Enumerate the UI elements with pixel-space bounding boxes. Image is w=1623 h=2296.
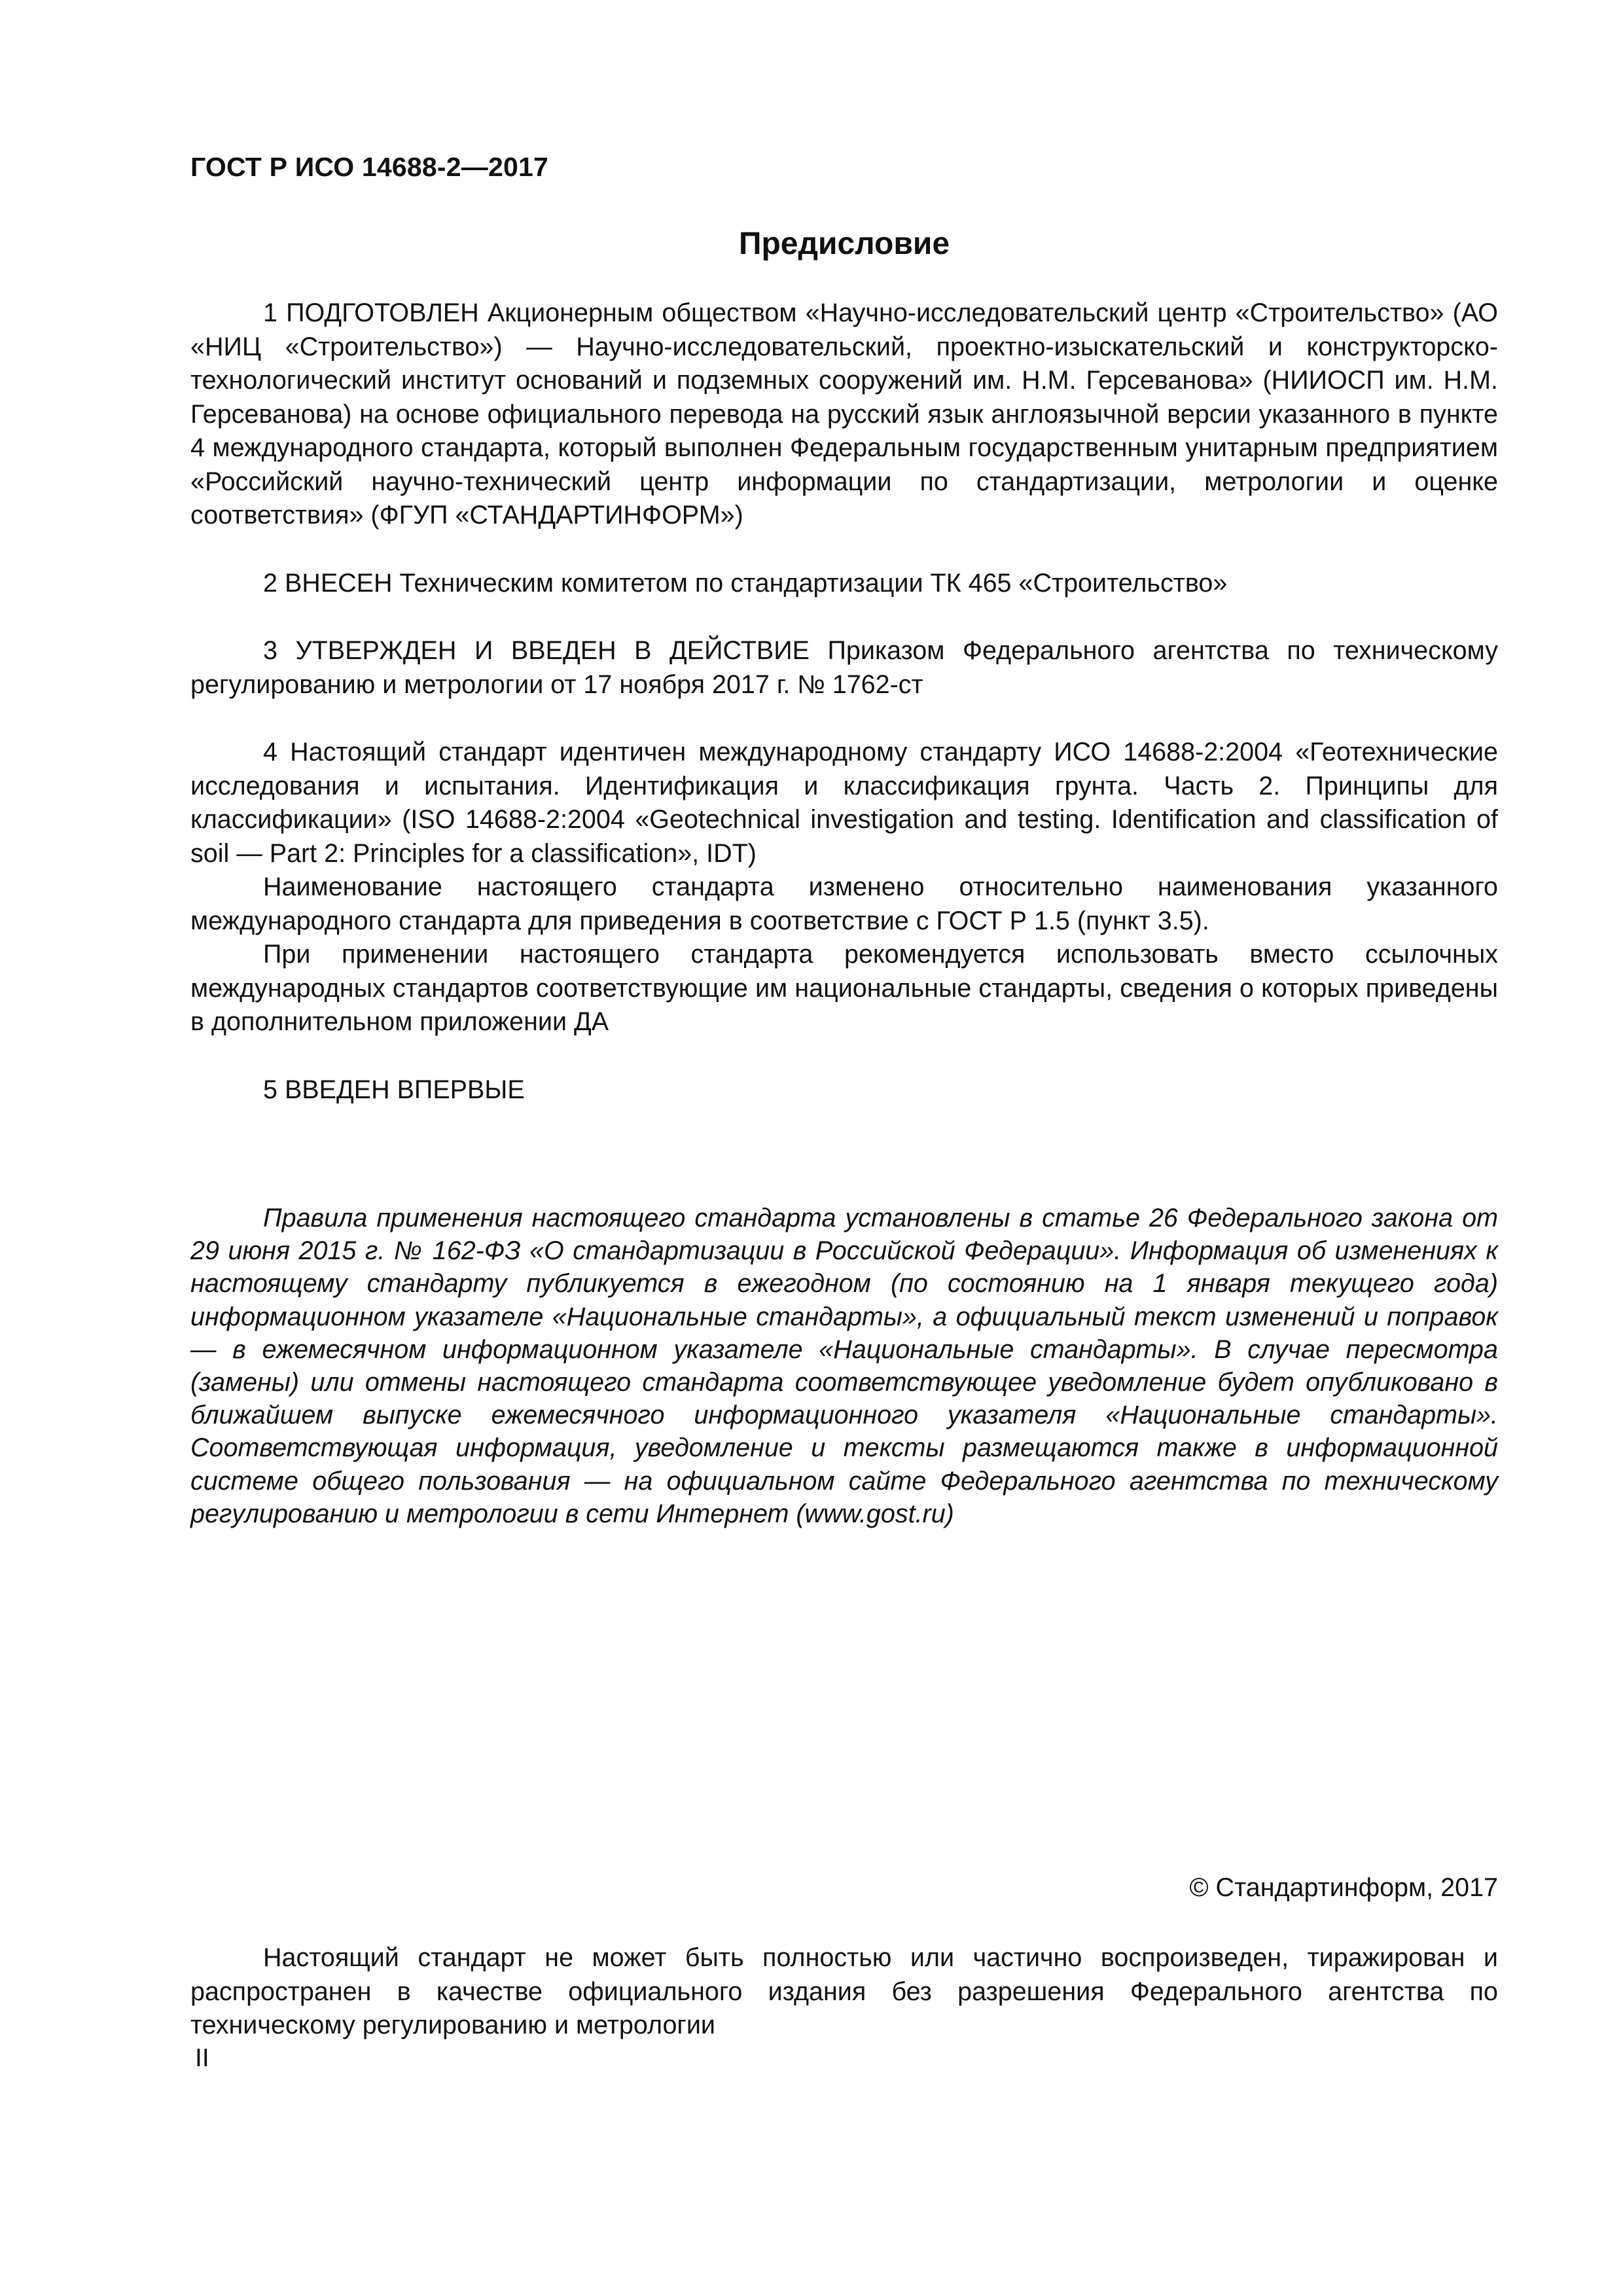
- reproduction-notice: Настоящий стандарт не может быть полностью или частично воспроизведен, тиражирован и распространен в качестве официального издания без разрешения Федерального агентства по техническому регулированию и метрологии: [190, 1943, 1498, 2039]
- foreword-item-1: 1 ПОДГОТОВЛЕН Акционерным обществом «Научно-исследовательский центр «Строительство» (АО «НИЦ «Строительство») — Научно-исследовательский, проектно-изыскательский и конструкторско-технологический институт оснований и подземных сооружений им. Н.М. Герсеванова» (НИИОСП им. Н.М. Герсеванова) на основе официального перевода на русский язык англоязычной версии указанного в пункте 4 международного стандарта, который выполнен Федеральным государственным унитарным предприятием «Российский научно-технический центр информации по стандартизации, метрологии и оценке соответствия» (ФГУП «СТАНДАРТИНФОРМ»): [190, 298, 1498, 529]
- foreword-item-3: 3 УТВЕРЖДЕН И ВВЕДЕН В ДЕЙСТВИЕ Приказом Федерального агентства по техническому регулированию и метрологии от 17 ноября 2017 г. № 1762-ст: [190, 636, 1498, 699]
- page-number: II: [195, 2044, 209, 2072]
- foreword-item-4-title-note: Наименование настоящего стандарта изменено относительно наименования указанного международного стандарта для приведения в соответствие с ГОСТ Р 1.5 (пункт 3.5).: [190, 872, 1498, 935]
- application-rules-notice: Правила применения настоящего стандарта установлены в статье 26 Федерального закона от 29 июня 2015 г. № 162-ФЗ «О стандартизации в Российской Федерации». Информация об изменениях к настоящему стандарту публикуется в ежегодном (по состоянию на 1 января текущего года) информационном указателе «Национальные стандарты», а официальный текст изменений и поправок — в ежемесячном информационном указателе «Национальные стандарты». В случае пересмотра (замены) или отмены настоящего стандарта соответствующее уведомление будет опубликовано в ближайшем выпуске ежемесячного информационного указателя «Национальные стандарты». Соответствующая информация, уведомление и тексты размещаются также в информационной системе общего пользования — на официальном сайте Федерального агентства по техническому регулированию и метрологии в сети Интернет (www.gost.ru): [190, 1204, 1498, 1528]
- foreword-item-5: 5 ВВЕДЕН ВПЕРВЫЕ: [263, 1075, 525, 1104]
- foreword-item-4: 4 Настоящий стандарт идентичен международному стандарту ИСО 14688-2:2004 «Геотехнические исследования и испытания. Идентификация и классификация грунта. Часть 2. Принципы для классификации» (ISO 14688-2:2004 «Geotechnical investigation and testing. Identification and classification of soil — Part 2: Principles for a classification», IDT): [190, 738, 1498, 868]
- foreword-body: [190, 296, 1498, 1107]
- foreword-item-2: 2 ВНЕСЕН Техническим комитетом по стандартизации ТК 465 «Строительство»: [263, 568, 1228, 598]
- copyright-line: © Стандартинформ, 2017: [1189, 1873, 1498, 1902]
- section-title: Предисловие: [738, 226, 950, 261]
- foreword-item-4-reference-note: При применении настоящего стандарта рекомендуется использовать вместо ссылочных международных стандартов соответствующие им национальные стандарты, сведения о которых приведены в дополнительном приложении ДА: [190, 940, 1498, 1036]
- document-code: ГОСТ Р ИСО 14688-2—2017: [190, 152, 548, 182]
